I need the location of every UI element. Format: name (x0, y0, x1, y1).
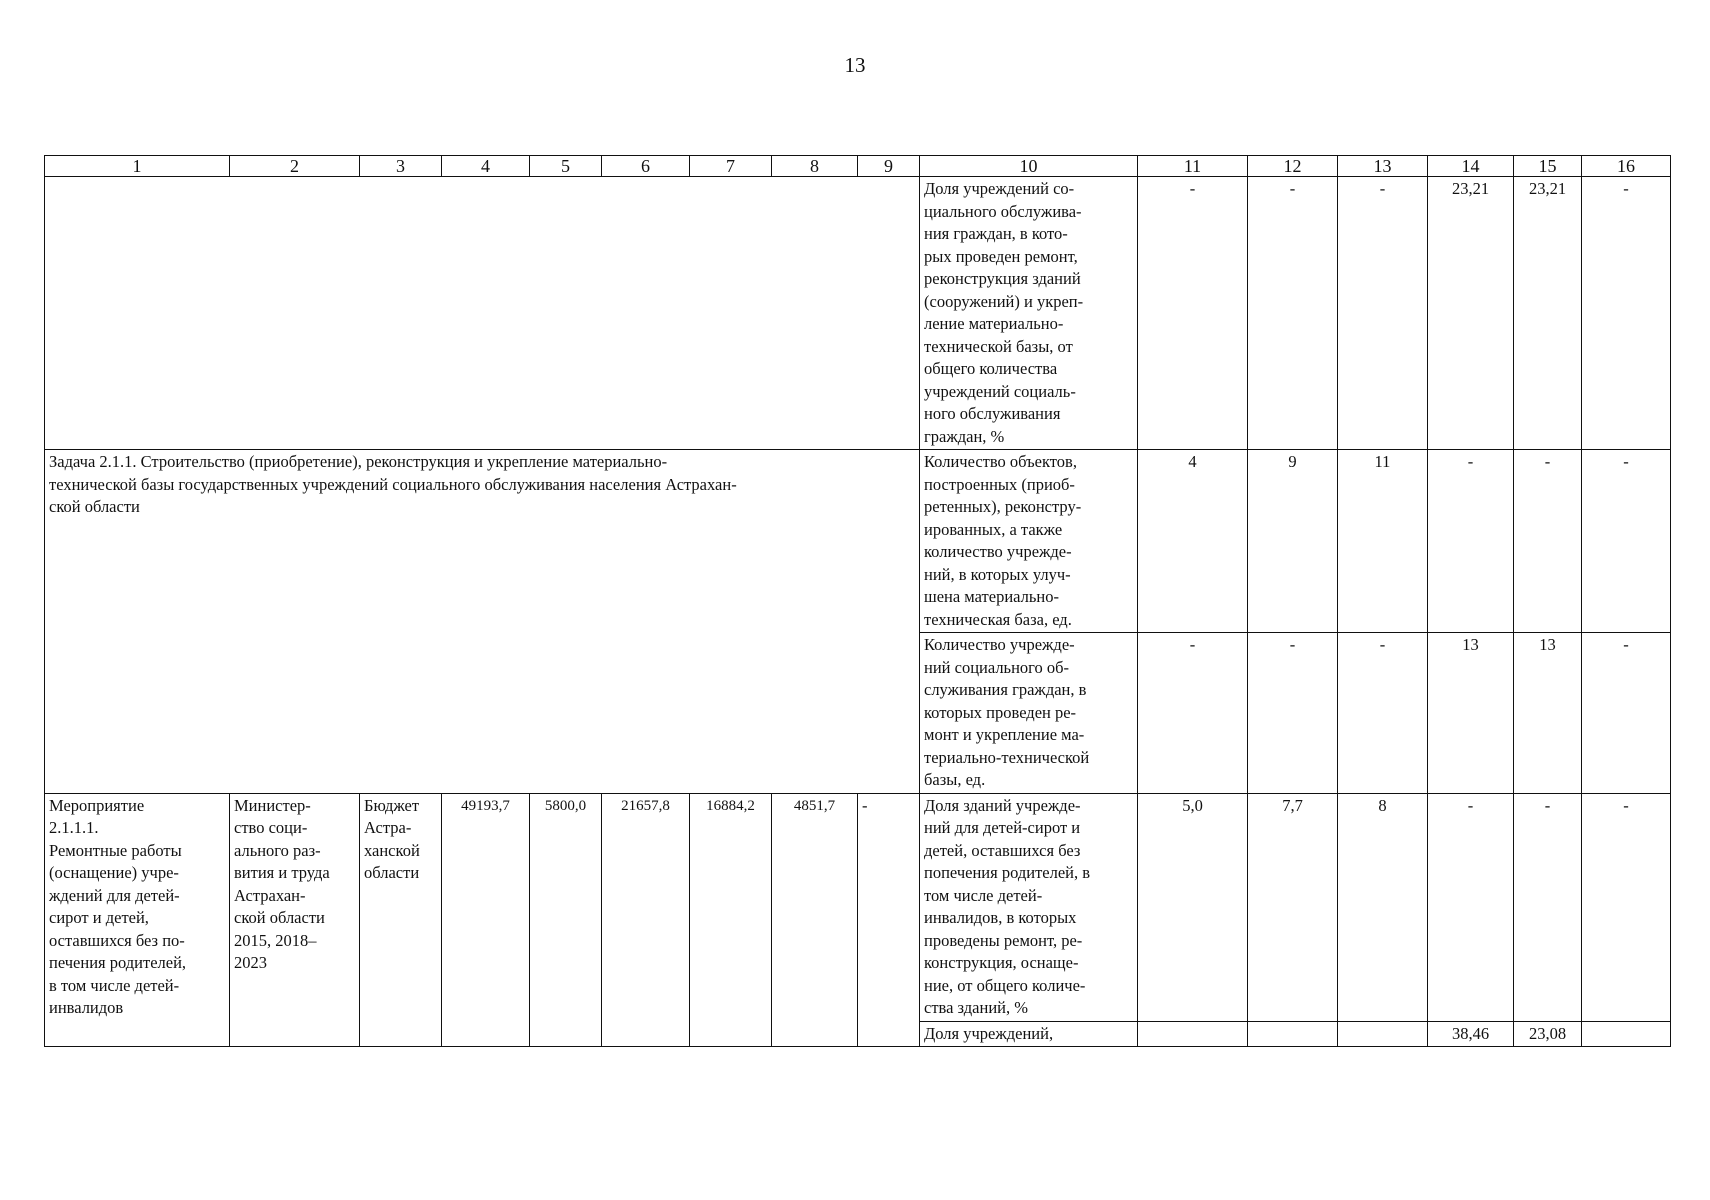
funding-year-cell: 4851,7 (772, 793, 858, 1047)
value-cell: - (1248, 177, 1338, 450)
page-number: 13 (844, 53, 866, 77)
value-cell: 13 (1428, 633, 1514, 794)
indicator-cell: Количество учрежде- ний социального об- служивания граждан, в которых проведен ре- монт и укрепление ма- териально-технической базы, ед. (920, 633, 1138, 794)
program-table (44, 155, 1671, 1047)
value-cell: - (1582, 450, 1671, 633)
indicator-cell: Количество объектов, построенных (приоб- ретенных), реконстру- ированных, а также количество учрежде- ний, в которых улуч- шена материально- техническая база, ед. (920, 450, 1138, 633)
value-cell: 23,08 (1514, 1021, 1582, 1047)
value-cell: 11 (1338, 450, 1428, 633)
value-cell: 13 (1514, 633, 1582, 794)
measure-name-cell: Мероприятие 2.1.1.1. Ремонтные работы (оснащение) учре- ждений для детей- сирот и детей, оставшихся без по- печения родителей, в том числе детей- инвалидов (45, 793, 230, 1047)
value-cell: - (1138, 177, 1248, 450)
header-cell: 3 (360, 156, 442, 177)
header-cell: 13 (1338, 156, 1428, 177)
table-row (45, 177, 1671, 450)
header-row (45, 156, 1671, 177)
value-cell: 38,46 (1428, 1021, 1514, 1047)
value-cell (1138, 1021, 1248, 1047)
header-cell: 6 (602, 156, 690, 177)
header-cell: 14 (1428, 156, 1514, 177)
funding-year-cell: 21657,8 (602, 793, 690, 1047)
header-cell: 4 (442, 156, 530, 177)
header-cell: 10 (920, 156, 1138, 177)
funding-source-cell: Бюджет Астра- ханской области (360, 793, 442, 1047)
funding-total-cell: 49193,7 (442, 793, 530, 1047)
table-row (45, 793, 1671, 1021)
value-cell: - (1138, 633, 1248, 794)
value-cell: - (1582, 633, 1671, 794)
value-cell: - (1248, 633, 1338, 794)
header-cell: 1 (45, 156, 230, 177)
value-cell (1248, 1021, 1338, 1047)
header-cell: 8 (772, 156, 858, 177)
header-cell: 9 (858, 156, 920, 177)
funding-year-cell: 16884,2 (690, 793, 772, 1047)
value-cell: 8 (1338, 793, 1428, 1021)
value-cell: 23,21 (1428, 177, 1514, 450)
value-cell: - (1514, 793, 1582, 1021)
value-cell: 4 (1138, 450, 1248, 633)
value-cell: - (1428, 793, 1514, 1021)
table-row (45, 450, 1671, 633)
indicator-cell: Доля учреждений со- циального обслужива- ния граждан, в кото- рых проведен ремонт, реконструкция зданий (сооружений) и укреп- ление материально- технической базы, от общего количества учреждений социаль- ного обслуживания граждан, % (920, 177, 1138, 450)
value-cell: 23,21 (1514, 177, 1582, 450)
header-cell: 7 (690, 156, 772, 177)
value-cell (1338, 1021, 1428, 1047)
header-cell: 11 (1138, 156, 1248, 177)
executor-cell: Министер- ство соци- ального раз- вития и труда Астрахан- ской области 2015, 2018– 2023 (230, 793, 360, 1047)
funding-year-cell: 5800,0 (530, 793, 602, 1047)
header-cell: 5 (530, 156, 602, 177)
value-cell: 5,0 (1138, 793, 1248, 1021)
value-cell: - (1428, 450, 1514, 633)
value-cell: - (1338, 633, 1428, 794)
task-cell: Задача 2.1.1. Строительство (приобретение), реконструкция и укрепление материально- технической базы государственных учреждений социального обслуживания населения Астрахан- ской области (45, 450, 920, 794)
value-cell: - (1582, 793, 1671, 1021)
value-cell: - (1514, 450, 1582, 633)
indicator-cell: Доля зданий учрежде- ний для детей-сирот и детей, оставшихся без попечения родителей, в том числе детей- инвалидов, в которых проведены ремонт, ре- конструкция, оснаще- ние, от общего количе- ства зданий, % (920, 793, 1138, 1021)
empty-cell (45, 177, 920, 450)
header-cell: 2 (230, 156, 360, 177)
value-cell: 7,7 (1248, 793, 1338, 1021)
header-cell: 15 (1514, 156, 1582, 177)
funding-year-cell: - (858, 793, 920, 1047)
indicator-cell: Доля учреждений, (920, 1021, 1138, 1047)
value-cell: - (1338, 177, 1428, 450)
value-cell (1582, 1021, 1671, 1047)
value-cell: - (1582, 177, 1671, 450)
header-cell: 16 (1582, 156, 1671, 177)
value-cell: 9 (1248, 450, 1338, 633)
header-cell: 12 (1248, 156, 1338, 177)
